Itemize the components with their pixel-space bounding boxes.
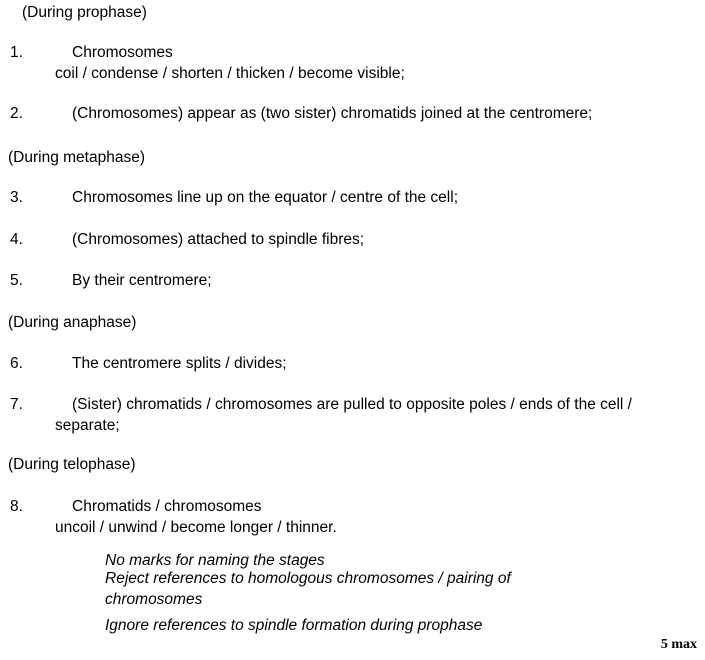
mark-text-lead: Chromatids / chromosomes xyxy=(72,498,262,515)
mark-text: Chromosomes line up on the equator / centre of the cell; xyxy=(72,189,458,206)
phase-header-metaphase: (During metaphase) xyxy=(8,149,145,166)
mark-number: 2. xyxy=(10,105,23,122)
mark-text-lead: Chromosomes xyxy=(72,44,173,61)
mark-text: By their centromere; xyxy=(72,272,212,289)
mark-point-2 xyxy=(10,104,697,125)
examiner-note-no-marks-for-stages: No marks for naming the stages xyxy=(105,552,325,569)
mark-text-continuation: coil / condense / shorten / thicken / become visible; xyxy=(55,64,405,82)
mark-point-7 xyxy=(10,395,695,437)
mark-text: The centromere splits / divides; xyxy=(72,355,287,372)
mark-text: (Chromosomes) attached to spindle fibres; xyxy=(72,231,365,248)
examiner-note-reject-homologous: Reject references to homologous chromosomes / pairing of chromosomes xyxy=(105,570,511,608)
phase-header-prophase: (During prophase) xyxy=(22,4,147,21)
mark-number: 6. xyxy=(10,355,23,372)
mark-text: (Chromosomes) appear as (two sister) chromatids joined at the centromere; xyxy=(72,105,593,122)
mark-text-continuation: uncoil / unwind / become longer / thinner. xyxy=(55,518,337,536)
mark-number: 1. xyxy=(10,44,23,61)
examiner-note-ignore-spindle: Ignore references to spindle formation during prophase xyxy=(105,617,483,634)
mark-number: 4. xyxy=(10,231,23,248)
mark-point-4 xyxy=(10,230,697,251)
mark-number: 7. xyxy=(10,396,23,413)
mark-point-1 xyxy=(10,43,697,85)
mark-point-3 xyxy=(10,188,697,209)
marks-total: 5 max xyxy=(660,637,697,652)
mark-point-5 xyxy=(10,271,697,292)
mark-number: 8. xyxy=(10,498,23,515)
mark-number: 5. xyxy=(10,272,23,289)
mark-number: 3. xyxy=(10,189,23,206)
mark-text xyxy=(55,497,697,539)
mark-text: (Sister) chromatids / chromosomes are pulled to opposite poles / ends of the cell / separate; xyxy=(55,396,632,434)
phase-header-anaphase: (During anaphase) xyxy=(8,314,137,331)
mark-point-6 xyxy=(10,354,697,375)
mark-point-8 xyxy=(10,497,697,539)
mark-text xyxy=(55,43,697,85)
phase-header-telophase: (During telophase) xyxy=(8,456,136,473)
